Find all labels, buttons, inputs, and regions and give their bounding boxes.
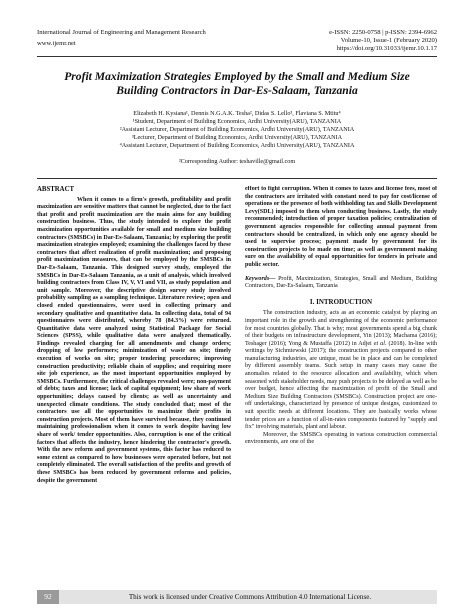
intro-p1-b: (2018). In-line with writings by Sichmiewski (2017); the construction projects compared to other manufacturing industries, are unique, must be in place and can be completed by different assembly teams. Such setup in many cases may cause the anomalies related to the resource allocation and availability, which when seasoned with stakeholder needs, may push projects to be delayed as well as be over budget, hence affecting the maximization of profit of the Small and Medium Size Building Contractors (SMSBCs). Construction project are one-off undertakings, characterized by presence of unique designs, customized to suit specific needs at different locations. They are basically works whose tender prices are a function of all-in-rates components featured by "supply and fix" involving materials, plant and labour. (245, 340, 437, 431)
title-line-2: Building Contractors in Dar-Es-Salaam, Tanzania (116, 84, 358, 97)
paper-title (37, 70, 437, 98)
affiliation-2: ²Assistant Lecturer, Department of Building Economics, Ardhi University(ARU), TANZANIA (119, 126, 355, 133)
section-heading-introduction: I. INTRODUCTION (309, 297, 373, 306)
abstract-text: When it comes to a firm's growth, profitability and profit maximization are sensitive matters that cannot be neglected, due to the fact that profit and profit maximization are the main aims for any building construction business. Thus, the study intended to explore the profit maximization opportunities available for small and medium size building contractors (SMSBCs) in Dar-Es-Salaam, Tanzania; by exploring the profit maximization strategies employed; examining the challenges faced by these contractors that affect realization of profit maximization; and proposing profit maximization measures, that can be employed by the SMSBCs in Dar-Es-Salaam, Tanzania. This designed survey study, employed the SMSBCs in Dar-Es-Salaam Tanzania, as a unit of analysis, which involved building contractors from Class IV, V, VI and VII, as study population and unit sample. Moreover, the descriptive design survey study involved probability sampling as a sampling technique. Literature review; open and closed ended questionnaires, were used in collecting primary and secondary qualitative and quantitative data. In collecting data, total of 94 questionnaires were distributed, whereby 78 (84.3%) were returned. Quantitative data were analyzed using Statistical Package for Social Sciences (SPSS), while qualitative data were analyzed thematically. Findings revealed charging for all amendments and change orders; dropping of low performers; minimization of waste on site; timely execution of works on site; proper tendering procedures; improving construction productivity; reliable chain of supplies; and requiring more site job experience, as the most important opportunities employed by SMSBCs. Furthermore, the critical challenges revealed were; non-payment of debts; taxes and license; lack of capital equipment; low share of work opportunities; delays caused by clients; as well as uncertainty and unexpected climate conditions. The study concluded that; most of the contractors use all the opportunities to maximize their profits in construction projects. Most of them have survived because, they continued maintaining professionalism when it comes to work despite having low share of work/ tender opportunities. Also, corruption is one of the critical factors that affects the industry, hence hindering the contractor's growth. With the new reform and government systems, this factor has reduced to some extent as compared to how businesses were operated before, but not completely eliminated. The overall satisfaction of the profits and growth of these SMSBCs has been reduced by government reforms and policies, despite the government (37, 196, 231, 484)
affiliation-3: ³Lecturer, Department of Building Economics, Ardhi University(ARU), TANZANIA (131, 134, 343, 141)
abstract-heading: ABSTRACT (37, 186, 75, 193)
keywords-label: Keywords— (245, 275, 276, 282)
affiliation-1: ¹Student, Department of Building Economics, Ardhi University(ARU), TANZANIA (132, 118, 342, 125)
license-text[interactable]: This work is licensed under Creative Commons Attribution 4.0 International License. (128, 593, 372, 601)
right-column (245, 186, 437, 584)
abstract-column (37, 186, 231, 584)
page-number: 92 (37, 590, 59, 604)
abstract-continued: effort to fight corruption. When it comes to taxes and license fees, most of the contractors are irritated with constant need to pay for cost/license of operations or the presence of both withholding tax and Skills Development Levy(SDL) imposed to them when conducting business. Lastly, the study recommended; introduction of proper taxation policies; centralization of government agencies responsible for collecting annual payment from contractors should be centralized, in which only one agency should be used to supervise process; payment made by government for its construction projects to be made on time; as well as government making sure on the availability of equal opportunities for tenders in private and public sector. (245, 186, 437, 268)
affiliation-4: ⁴Assistant Lecturer, Department of Building Economics, Ardhi University(ARU), TANZANIA (119, 142, 355, 149)
keywords-text: Profit, Maximization, Strategies, Small and Medium, Building Contractors, Dar-Es-Salaam, Tanzania (245, 275, 437, 290)
journal-name: International Journal of Engineering and Management Research (37, 29, 206, 36)
intro-p1-a: The construction industry, acts as an economic catalyst by playing an important role in the growth and strengthening of the economic performance for most countries globally. That is why; most governments spend a big chunk of their budgets on infrastructure development, Yin (2013); Machama (2016); Teshager (2016); Yong & Mustaffa (2012) in Adjei (245, 310, 437, 347)
title-line-1: Profit Maximization Strategies Employed by the Small and Medium Size (64, 70, 410, 83)
author-list: Elizabeth H. Kysiana¹, Dennis N.G.A.K. Tesha², Didas S. Lello³, Flaviana S. Mtitu⁴ (133, 110, 341, 117)
header-rule (37, 56, 437, 57)
keywords (245, 276, 437, 291)
intro-p1-etal: et al. (373, 340, 387, 347)
corresponding-author: ²Corresponding Author: teshaville@gmail.com (178, 158, 296, 165)
intro-paragraph-2: Moreover, the SMSBCs operating in various construction commercial environments, are one of the (245, 431, 437, 446)
volume-line: Volume-10, Issue-1 (February 2020) (340, 37, 437, 44)
title-rule (37, 178, 437, 179)
issn-line: e-ISSN: 2250-0758 | p-ISSN: 2394-6962 (329, 29, 437, 36)
intro-paragraph-1 (245, 310, 437, 432)
journal-website[interactable]: www.ijemr.net (37, 40, 76, 47)
doi-link[interactable]: https://doi.org/10.31033/ijemr.10.1.17 (336, 45, 437, 52)
